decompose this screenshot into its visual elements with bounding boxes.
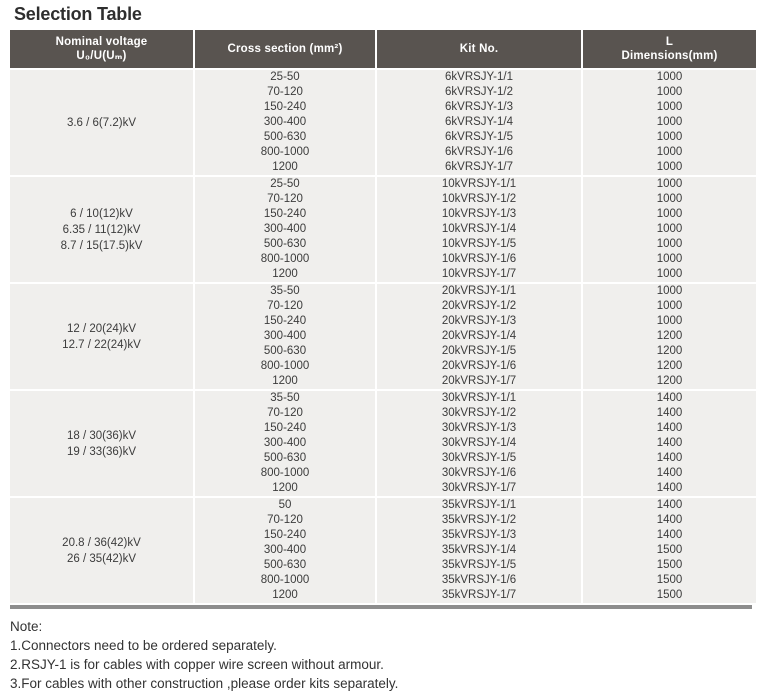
kit-no-value: 35kVRSJY-1/4 [441,544,517,556]
cross-section-value: 500-630 [263,452,307,464]
cross-section-value: 150-240 [263,422,307,434]
kit-no-value: 6kVRSJY-1/2 [445,86,513,98]
dimension-value: 1400 [656,467,683,479]
voltage-value: 12.7 / 22(24)kV [62,338,141,351]
cross-section-value: 150-240 [263,101,307,113]
notes [10,617,759,693]
dimension-cell [583,70,756,175]
cross-section-value: 800-1000 [260,467,310,479]
dimension-value: 1400 [656,392,683,404]
dimension-value: 1000 [656,116,683,128]
dimension-value: 1000 [656,300,683,312]
kit-no-value: 30kVRSJY-1/5 [441,452,517,464]
voltage-value: 19 / 33(36)kV [66,445,137,458]
dimension-value: 1000 [656,161,683,173]
dimension-cell [583,498,756,603]
cross-section-value: 800-1000 [260,360,310,372]
cross-section-value: 300-400 [263,330,307,342]
kit-no-cell [377,70,581,175]
dimension-value: 1000 [656,193,683,205]
cross-section-cell [195,70,375,175]
cross-section-cell [195,177,375,282]
voltage-group-row [10,70,752,175]
kit-no-value: 20kVRSJY-1/3 [441,315,517,327]
voltage-value: 26 / 35(42)kV [66,552,137,565]
note-label: Note: [10,619,43,634]
dimension-value: 1000 [656,178,683,190]
kit-no-cell [377,498,581,603]
kit-no-value: 35kVRSJY-1/2 [441,514,517,526]
dimension-value: 1400 [656,422,683,434]
dimension-value: 1200 [656,345,683,357]
kit-no-value: 35kVRSJY-1/7 [441,589,517,601]
table-header-row [10,30,752,68]
voltage-cell [10,70,193,175]
cross-section-value: 300-400 [263,437,307,449]
dimension-value: 1400 [656,514,683,526]
voltage-value: 12 / 20(24)kV [66,322,137,335]
cross-section-value: 800-1000 [260,146,310,158]
dimension-value: 1500 [656,559,683,571]
kit-no-value: 6kVRSJY-1/3 [445,101,513,113]
kit-no-cell [377,177,581,282]
dimension-value: 1000 [656,285,683,297]
kit-no-value: 30kVRSJY-1/7 [441,482,517,494]
note-line-3: 3.For cables with other construction ,please order kits separately. [10,676,399,691]
cross-section-value: 70-120 [267,193,303,205]
kit-no-value: 20kVRSJY-1/6 [441,360,517,372]
selection-table [10,30,752,609]
header-cross-section-line1: Cross section (mm²) [227,43,343,55]
cross-section-value: 1200 [272,589,298,601]
dimension-value: 1500 [656,574,683,586]
cross-section-value: 35-50 [270,392,300,404]
cross-section-value: 150-240 [263,529,307,541]
dimension-value: 1000 [656,101,683,113]
dimension-value: 1400 [656,437,683,449]
kit-no-value: 10kVRSJY-1/1 [441,178,517,190]
cross-section-cell [195,498,375,603]
cross-section-value: 50 [278,499,292,511]
dimension-value: 1000 [656,71,683,83]
voltage-group-row [10,284,752,389]
cross-section-value: 70-120 [267,86,303,98]
cross-section-value: 300-400 [263,116,307,128]
header-dimensions-line2: Dimensions(mm) [621,50,718,62]
cross-section-value: 300-400 [263,544,307,556]
dimension-value: 1200 [656,330,683,342]
dimension-value: 1000 [656,131,683,143]
kit-no-value: 10kVRSJY-1/2 [441,193,517,205]
note-line-1: 1.Connectors need to be ordered separately. [10,638,277,653]
kit-no-value: 6kVRSJY-1/7 [445,161,513,173]
cross-section-cell [195,284,375,389]
voltage-group-row [10,177,752,282]
table-body [10,70,752,603]
dimension-value: 1400 [656,452,683,464]
cross-section-value: 70-120 [267,514,303,526]
cross-section-value: 35-50 [270,285,300,297]
kit-no-value: 6kVRSJY-1/1 [445,71,513,83]
kit-no-value: 20kVRSJY-1/5 [441,345,517,357]
kit-no-value: 6kVRSJY-1/4 [445,116,513,128]
dimension-value: 1400 [656,499,683,511]
header-dimensions-line1: L [665,36,674,48]
header-kit-no [377,30,581,68]
dimension-value: 1000 [656,268,683,280]
header-nominal-voltage [10,30,193,68]
kit-no-value: 30kVRSJY-1/3 [441,422,517,434]
voltage-cell [10,284,193,389]
voltage-value: 3.6 / 6(7.2)kV [66,116,137,129]
dimension-value: 1400 [656,529,683,541]
kit-no-cell [377,391,581,496]
cross-section-value: 1200 [272,375,298,387]
kit-no-value: 35kVRSJY-1/1 [441,499,517,511]
dimension-value: 1200 [656,375,683,387]
dimension-value: 1400 [656,407,683,419]
cross-section-value: 150-240 [263,315,307,327]
kit-no-value: 6kVRSJY-1/6 [445,146,513,158]
header-kit-no-line1: Kit No. [459,43,499,55]
cross-section-value: 1200 [272,482,298,494]
kit-no-value: 20kVRSJY-1/1 [441,285,517,297]
voltage-cell [10,177,193,282]
kit-no-value: 6kVRSJY-1/5 [445,131,513,143]
header-dimensions [583,30,756,68]
cross-section-value: 800-1000 [260,253,310,265]
kit-no-value: 30kVRSJY-1/4 [441,437,517,449]
voltage-group-row [10,391,752,496]
cross-section-value: 25-50 [270,71,300,83]
note-line-2: 2.RSJY-1 is for cables with copper wire screen without armour. [10,657,384,672]
voltage-cell [10,391,193,496]
kit-no-cell [377,284,581,389]
kit-no-value: 35kVRSJY-1/5 [441,559,517,571]
dimension-cell [583,177,756,282]
cross-section-value: 800-1000 [260,574,310,586]
cross-section-value: 300-400 [263,223,307,235]
kit-no-value: 10kVRSJY-1/5 [441,238,517,250]
voltage-value: 6 / 10(12)kV [70,207,133,220]
kit-no-value: 30kVRSJY-1/6 [441,467,517,479]
voltage-cell [10,498,193,603]
cross-section-value: 70-120 [267,407,303,419]
dimension-value: 1000 [656,253,683,265]
cross-section-value: 1200 [272,268,298,280]
voltage-value: 18 / 30(36)kV [66,429,137,442]
kit-no-value: 20kVRSJY-1/4 [441,330,517,342]
dimension-cell [583,391,756,496]
dimension-value: 1000 [656,86,683,98]
dimension-value: 1000 [656,315,683,327]
dimension-value: 1000 [656,146,683,158]
dimension-value: 1000 [656,208,683,220]
kit-no-value: 20kVRSJY-1/2 [441,300,517,312]
voltage-value: 20.8 / 36(42)kV [62,536,141,549]
kit-no-value: 10kVRSJY-1/6 [441,253,517,265]
voltage-value: 6.35 / 11(12)kV [62,223,141,236]
dimension-value: 1500 [656,589,683,601]
dimension-cell [583,284,756,389]
cross-section-value: 500-630 [263,238,307,250]
kit-no-value: 35kVRSJY-1/6 [441,574,517,586]
dimension-value: 1500 [656,544,683,556]
dimension-value: 1000 [656,238,683,250]
page-title: Selection Table [14,4,142,24]
kit-no-value: 30kVRSJY-1/1 [441,392,517,404]
cross-section-value: 500-630 [263,131,307,143]
kit-no-value: 10kVRSJY-1/4 [441,223,517,235]
cross-section-value: 150-240 [263,208,307,220]
dimension-value: 1200 [656,360,683,372]
dimension-value: 1400 [656,482,683,494]
cross-section-value: 70-120 [267,300,303,312]
table-bottom-bar [10,605,752,609]
kit-no-value: 30kVRSJY-1/2 [441,407,517,419]
dimension-value: 1000 [656,223,683,235]
voltage-value: 8.7 / 15(17.5)kV [60,239,143,252]
cross-section-value: 500-630 [263,559,307,571]
cross-section-cell [195,391,375,496]
cross-section-value: 1200 [272,161,298,173]
kit-no-value: 10kVRSJY-1/7 [441,268,517,280]
header-nominal-voltage-line1: Nominal voltage [55,36,148,48]
kit-no-value: 10kVRSJY-1/3 [441,208,517,220]
kit-no-value: 20kVRSJY-1/7 [441,375,517,387]
voltage-group-row [10,498,752,603]
kit-no-value: 35kVRSJY-1/3 [441,529,517,541]
header-nominal-voltage-line2: U₀/U(Uₘ) [76,50,127,62]
header-cross-section [195,30,375,68]
cross-section-value: 25-50 [270,178,300,190]
cross-section-value: 500-630 [263,345,307,357]
